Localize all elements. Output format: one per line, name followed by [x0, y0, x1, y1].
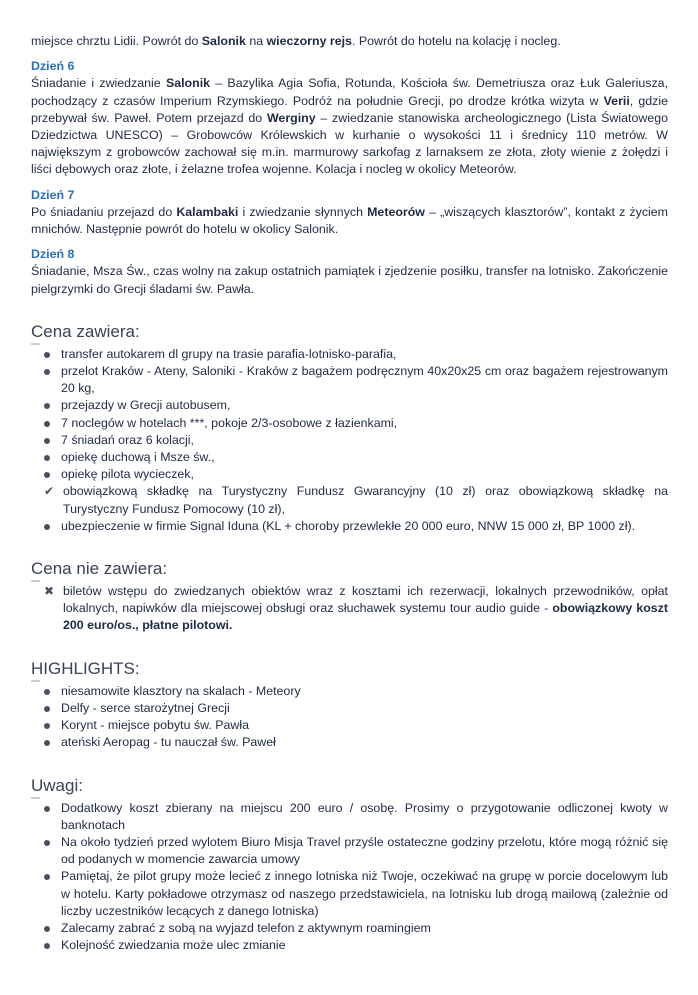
text-segment: Śniadanie i zwiedzanie — [31, 76, 166, 91]
section — [31, 322, 668, 535]
text-segment: 7 śniadań oraz 6 kolacji, — [61, 432, 194, 447]
section-list — [31, 346, 668, 535]
list-item — [31, 363, 668, 397]
list-item — [31, 483, 668, 517]
text-segment: – „wiszących klasztorów”, kontakt z życiem mnichów. Następnie powrót do hotelu w okolicy Salonik. — [31, 204, 668, 237]
bullet-icon — [44, 740, 50, 746]
list-item — [31, 432, 668, 449]
list-item — [31, 937, 668, 954]
bullet-icon — [44, 438, 50, 444]
bold-text: obowiązkowy koszt 200 euro/os., płatne pilotowi. — [63, 601, 668, 633]
cross-icon: ✖ — [43, 584, 55, 599]
text-segment: Na około tydzień przed wylotem Biuro Misja Travel przyśle ostateczne godziny przelotu, które mogą różnić się od podanych w momencie zawarcia umowy — [61, 834, 668, 867]
day-block — [31, 246, 668, 298]
day-description — [31, 75, 668, 178]
text-segment: biletów wstępu do zwiedzanych obiektów wraz z kosztami ich rezerwacji, lokalnych przewodników, opłat lokalnych, napiwków dla miejscowej obsługi oraz słuchawek systemu tour audio guide - — [63, 584, 668, 616]
list-item — [31, 683, 668, 700]
text-segment: przejazdy w Grecji autobusem, — [61, 398, 231, 413]
text-segment: opiekę duchową i Msze św., — [61, 450, 215, 465]
info-sections — [31, 322, 668, 954]
text-segment: Kolejność zwiedzania może ulec zmianie — [61, 938, 286, 953]
list-item — [31, 346, 668, 363]
text-segment: ateński Aeropag - tu nauczał św. Paweł — [61, 735, 276, 750]
day-title: Dzień 7 — [31, 187, 75, 202]
bullet-icon — [44, 874, 50, 880]
list-item — [31, 920, 668, 937]
bold-text: Meteorów — [367, 204, 425, 219]
text-segment: – zwiedzanie stanowiska archeologicznego (Lista Światowego Dziedzictwa UNESCO) – Grobowców Królewskich w kurhanie o wysokości 11 i średnicy 110 metrów. W największym z grobowców zachował się m.in. marmurowy sarkofag z larnaksem ze złota, złoty wienie z żołędzi i liści dębowych oraz złote, i żelazne trofea wojenne. Kolacja i nocleg w okolicy Meteorów. — [31, 110, 668, 177]
bullet-icon — [44, 943, 50, 949]
list-item — [31, 397, 668, 414]
section-list — [31, 683, 668, 752]
bold-text: wieczorny rejs — [266, 34, 352, 48]
list-item — [31, 466, 668, 483]
bullet-icon — [44, 926, 50, 932]
list-item — [31, 449, 668, 466]
bold-text: Verii — [603, 93, 630, 108]
bold-text: Werginy — [266, 110, 316, 125]
section-title: Uwagi: — [31, 775, 83, 795]
bullet-icon — [44, 806, 50, 812]
bullet-icon — [44, 472, 50, 478]
section — [31, 659, 668, 752]
text-segment: transfer autokarem dl grupy na trasie parafia-lotnisko-parafia, — [61, 346, 397, 361]
section-title: Cena zawiera: — [31, 321, 140, 341]
text-segment: przelot Kraków - Ateny, Saloniki - Kraków z bagażem podręcznym 40x20x25 cm oraz bagażem rejestrowanym 20 kg, — [61, 364, 668, 396]
bullet-icon — [44, 421, 50, 427]
bullet-icon — [44, 524, 50, 530]
text-segment: obowiązkową składkę na Turystyczny Fundusz Gwarancyjny (10 zł) oraz obowiązkową składkę na Turystyczny Fundusz Pomocowy (10 zł), — [63, 484, 668, 516]
bullet-icon — [44, 706, 50, 712]
bold-text: Salonik — [165, 76, 211, 91]
text-segment: 7 noclegów w hotelach ***, pokoje 2/3-osobowe z łazienkami, — [61, 415, 398, 430]
section-title: Cena nie zawiera: — [31, 559, 168, 579]
day-description — [31, 263, 668, 297]
section-list — [31, 583, 668, 635]
text-segment: i zwiedzanie słynnych — [238, 204, 368, 219]
list-item — [31, 583, 668, 635]
text-segment: Korynt - miejsce pobytu św. Pawła — [61, 718, 250, 733]
section-title: HIGHLIGHTS: — [31, 658, 140, 678]
text-segment: Po śniadaniu przejazd do — [31, 204, 177, 219]
day-title: Dzień 8 — [31, 247, 75, 262]
section — [31, 776, 668, 955]
list-item — [31, 868, 668, 920]
bullet-icon — [44, 455, 50, 461]
text-segment: Delfy - serce starożytnej Grecji — [61, 700, 230, 715]
text-segment: . Powrót do hotelu na kolację i nocleg. — [351, 34, 561, 48]
list-item — [31, 717, 668, 734]
check-icon: ✔ — [43, 484, 55, 499]
list-item — [31, 734, 668, 751]
bullet-icon — [44, 689, 50, 695]
bullet-icon — [44, 369, 50, 375]
bullet-icon — [44, 840, 50, 846]
text-segment: Zalecamy zabrać z sobą na wyjazd telefon z aktywnym roamingiem — [61, 920, 431, 935]
text-segment: Dodatkowy koszt zbierany na miejscu 200 euro / osobę. Prosimy o przygotowanie odliczonej kwoty w banknotach — [61, 800, 668, 832]
list-item — [31, 800, 668, 834]
list-item — [31, 415, 668, 432]
section-list — [31, 800, 668, 955]
text-segment: na — [245, 34, 267, 48]
list-item — [31, 700, 668, 717]
list-item — [31, 518, 668, 535]
text-segment: miejsce chrztu Lidii. Powrót do — [31, 34, 202, 48]
bullet-icon — [44, 352, 50, 358]
day-description — [31, 204, 668, 238]
text-segment: – Bazylika Agia Sofia, Rotunda, Kościoła św. Demetriusza oraz Łuk Galeriusza, pochodzący z czasów Imperium Rzymskiego. Podróż na południe Grecji, po drodze krótka wizyta w — [31, 76, 669, 108]
text-segment: Pamiętaj, że pilot grupy może lecieć z innego lotniska niż Twoje, oczekiwać na grupę w porcie docelowym lub w hotelu. Karty pokładowe otrzymasz od naszego przedstawiciela, na lotnisku lub drogą mailową (zależnie od liczby uczestników lecących z danego lotniska) — [61, 869, 668, 918]
day-block — [31, 187, 668, 239]
list-item — [31, 834, 668, 868]
section — [31, 559, 668, 635]
itinerary-days — [31, 58, 668, 298]
text-segment: ubezpieczenie w firmie Signal Iduna (KL + choroby przewlekłe 20 000 euro, NNW 15 000 zł, BP 1000 zł). — [61, 518, 636, 533]
text-segment: niesamowite klasztory na skalach - Meteory — [61, 683, 301, 698]
bold-text: Salonik — [201, 34, 246, 48]
text-segment: opiekę pilota wycieczek, — [61, 467, 194, 482]
bold-text: Kalambaki — [176, 204, 239, 219]
bullet-icon — [44, 403, 50, 409]
day-block — [31, 58, 668, 178]
intro-paragraph — [31, 0, 668, 50]
bullet-icon — [44, 723, 50, 729]
text-segment: , gdzie przebywał św. Paweł. Potem przejazd do — [31, 93, 668, 125]
day-title: Dzień 6 — [31, 59, 75, 74]
text-segment: Śniadanie, Msza Św., czas wolny na zakup ostatnich pamiątek i zjedzenie posiłku, transfer na lotnisko. Zakończenie pielgrzymki do Grecji śladami św. Pawła. — [31, 264, 668, 296]
